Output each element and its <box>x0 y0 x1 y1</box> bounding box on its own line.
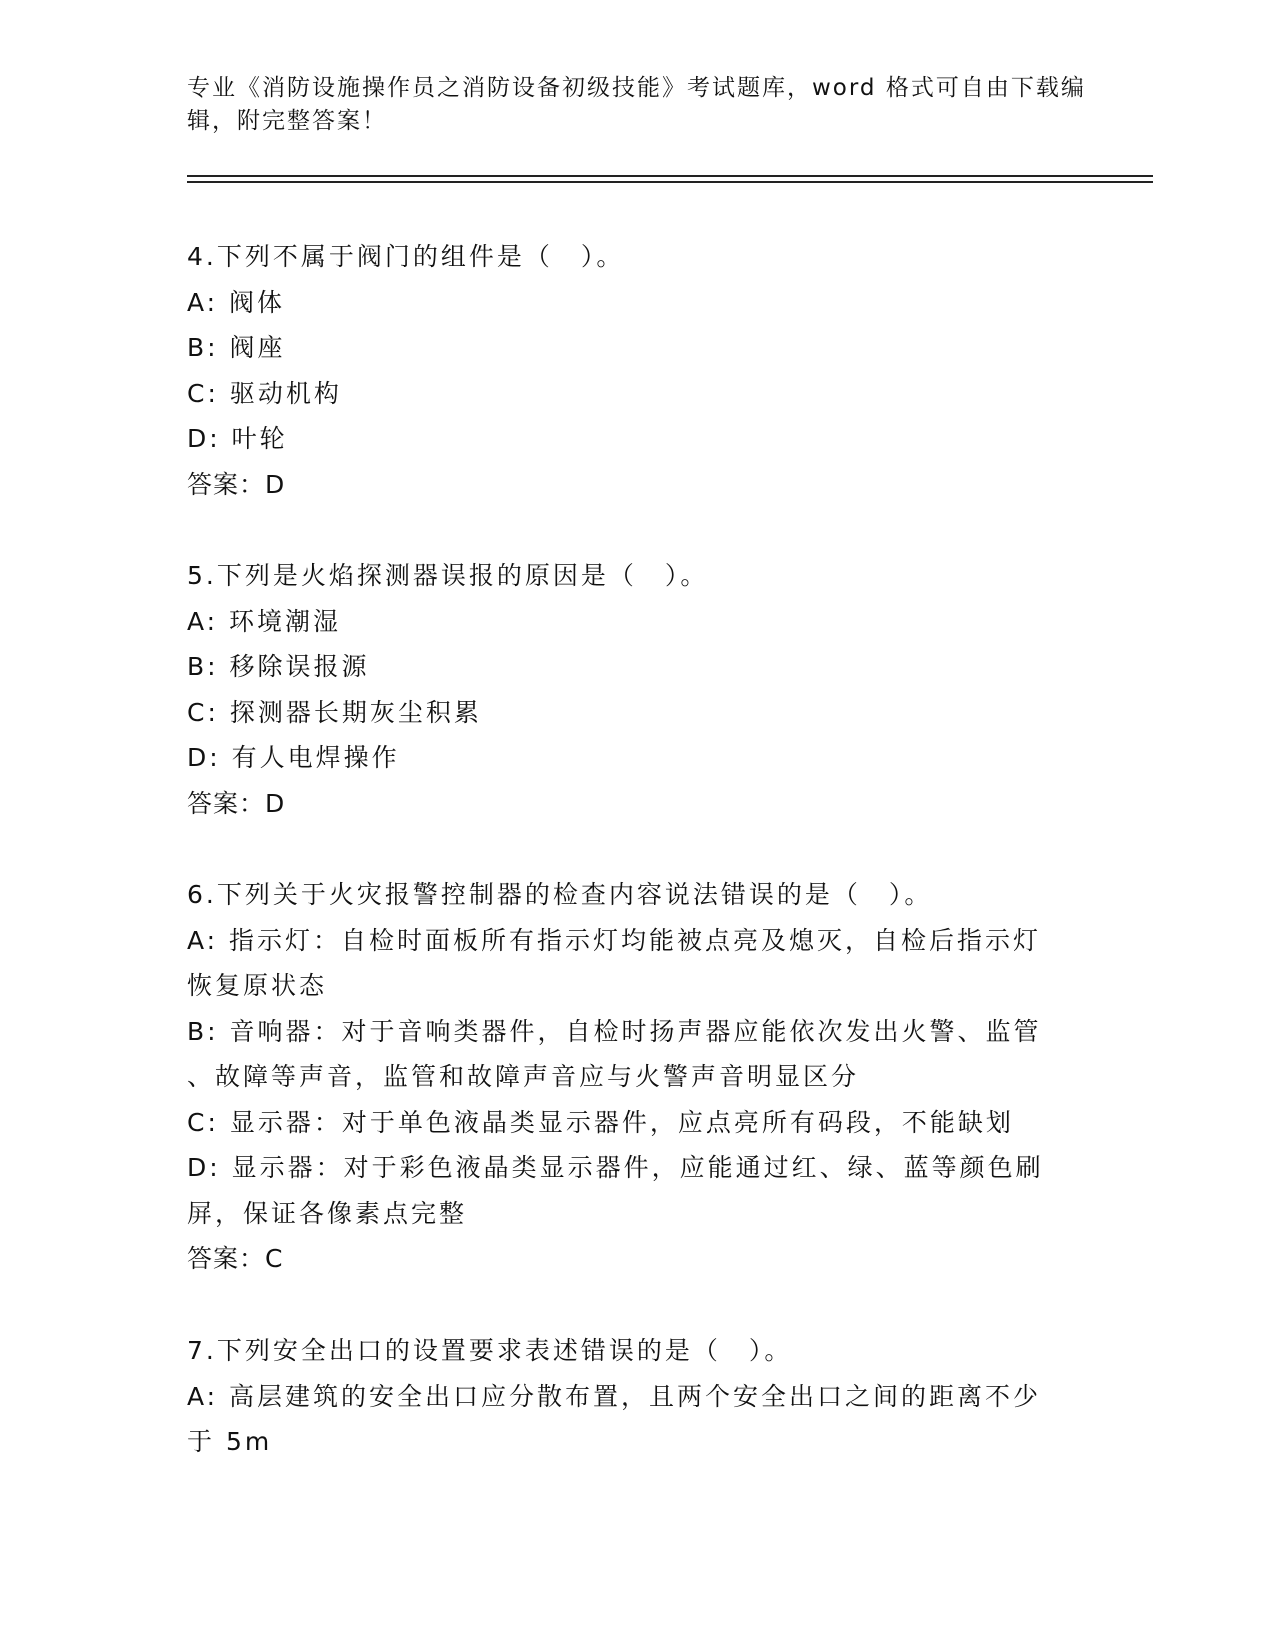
intro-line: 专业《消防设施操作员之消防设备初级技能》考试题库，word 格式可自由下载编 <box>187 75 1086 101</box>
answer: 答案：D <box>187 788 286 818</box>
question-7 <box>187 1328 1087 1465</box>
option-b: B: 阀座 <box>187 333 286 362</box>
option-c: C: 显示器：对于单色液晶类显示器件，应点亮所有码段，不能缺划 <box>187 1107 1014 1137</box>
option-b: B: 音响器：对于音响类器件，自检时扬声器应能依次发出火警、监管 <box>187 1016 1042 1046</box>
option-a: A: 环境潮湿 <box>187 606 342 636</box>
option-a: A: 高层建筑的安全出口应分散布置，且两个安全出口之间的距离不少 <box>187 1381 1042 1411</box>
option-b-continued: 、故障等声音，监管和故障声音应与火警声音明显区分 <box>187 1062 860 1091</box>
option-c: C: 探测器长期灰尘积累 <box>187 697 482 727</box>
question-4 <box>187 234 1087 507</box>
answer: 答案：C <box>187 1244 284 1273</box>
option-a: A: 阀体 <box>187 287 286 317</box>
option-d: D: 叶轮 <box>187 424 288 453</box>
question-stem: 6.下列关于火灾报警控制器的检查内容说法错误的是（ ）。 <box>187 880 933 909</box>
question-5 <box>187 553 1087 826</box>
answer: 答案：D <box>187 469 286 499</box>
header-divider <box>187 175 1153 177</box>
option-d-continued: 屏，保证各像素点完整 <box>187 1198 468 1228</box>
option-a-continued: 恢复原状态 <box>187 971 328 1000</box>
question-stem: 5.下列是火焰探测器误报的原因是（ ）。 <box>187 561 709 590</box>
option-a-continued: 于 5m <box>187 1427 273 1456</box>
option-d: D: 显示器：对于彩色液晶类显示器件，应能通过红、绿、蓝等颜色刷 <box>187 1153 1044 1182</box>
option-d: D: 有人电焊操作 <box>187 743 400 772</box>
question-stem: 4.下列不属于阀门的组件是（ ）。 <box>187 242 625 271</box>
question-6 <box>187 872 1087 1282</box>
option-b: B: 移除误报源 <box>187 652 370 681</box>
option-c: C: 驱动机构 <box>187 378 342 408</box>
intro-line: 辑，附完整答案！ <box>187 108 387 134</box>
option-a: A: 指示灯：自检时面板所有指示灯均能被点亮及熄灭，自检后指示灯 <box>187 925 1042 955</box>
header-divider <box>187 181 1153 183</box>
question-stem: 7.下列安全出口的设置要求表述错误的是（ ）。 <box>187 1336 793 1365</box>
document-intro <box>187 72 1086 138</box>
